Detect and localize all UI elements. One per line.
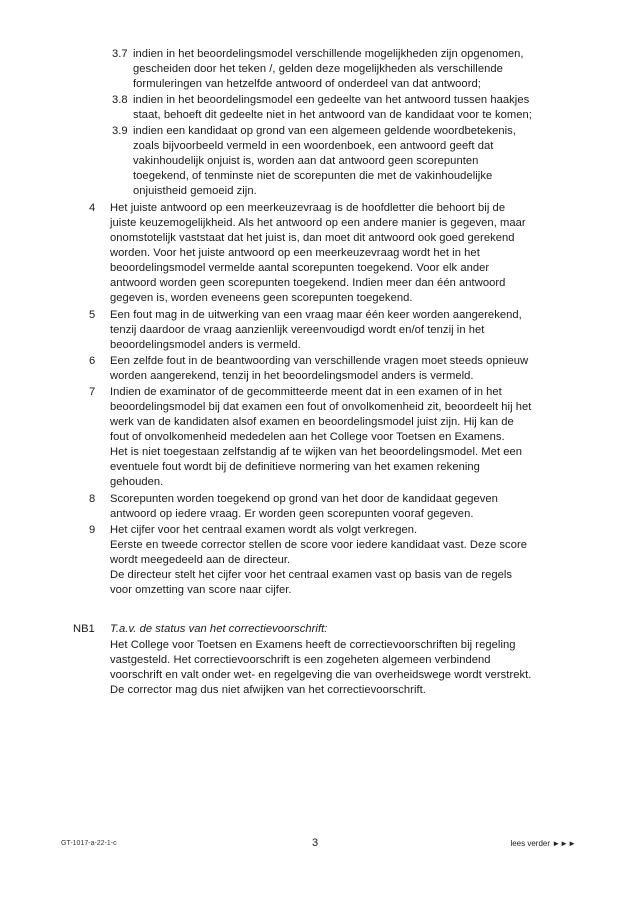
rule-number: 9 <box>89 524 96 536</box>
rule-line: Een fout mag in de uitwerking van een vraag maar één keer worden aangerekend, <box>110 309 522 321</box>
rule-number: 8 <box>89 493 96 505</box>
rule-line: antwoord worden geen scorepunten toegekend. Indien meer dan één antwoord <box>110 277 506 289</box>
rule-line: eventuele fout wordt bij de definitieve normering van het examen rekening <box>110 461 480 473</box>
rule-line: beoordelingsmodel anders is vermeld. <box>110 339 301 351</box>
rule-line: antwoord op iedere vraag. Er worden geen scorepunten vooraf gegeven. <box>110 508 474 520</box>
rule-number: 6 <box>89 355 96 367</box>
subrule-line: gescheiden door het teken /, gelden deze mogelijkheden als verschillende <box>133 63 503 75</box>
nb1-line: De corrector mag dus niet afwijken van het correctievoorschrift. <box>110 684 426 696</box>
document-code: GT-1017-a-22-1-c <box>61 840 117 847</box>
rule-line: Scorepunten worden toegekend op grond van het door de kandidaat gegeven <box>110 493 498 505</box>
rule-line: worden. Voor het juiste antwoord op een meerkeuzevraag wordt het in het <box>110 247 480 259</box>
rule-line: onomstotelijk vaststaat dat het juist is, dan moet dit antwoord ook goed gerekend <box>110 232 515 244</box>
rule-line: Het is niet toegestaan zelfstandig af te wijken van het beoordelingsmodel. Met een <box>110 446 523 458</box>
subrule-line: zoals bijvoorbeeld vermeld in een woordenboek, een antwoord geeft dat <box>133 140 494 152</box>
nb1-label: NB1 <box>73 623 95 635</box>
rule-line: werk van de kandidaten alsof examen en beoordelingsmodel juist zijn. Hij kan de <box>110 416 514 428</box>
page-number: 3 <box>312 837 319 849</box>
rule-line: juiste keuzemogelijkheid. Als het antwoord op een andere manier is gegeven, maar <box>110 217 526 229</box>
rule-line: voor omzetting van score naar cijfer. <box>110 584 292 596</box>
rule-line: gegeven is, worden eveneens geen scorepunten toegekend. <box>110 292 413 304</box>
rule-number: 7 <box>89 386 96 398</box>
subrule-number: 3.8 <box>112 94 128 106</box>
subrule-line: toegekend, of tenminste niet de scorepunten die met de vakinhoudelijke <box>133 170 493 182</box>
rule-line: Eerste en tweede corrector stellen de score voor iedere kandidaat vast. Deze score <box>110 539 528 551</box>
subrule-line: formuleringen van hetzelfde antwoord of onderdeel van dat antwoord; <box>133 78 481 90</box>
nb1-line: vastgesteld. Het correctievoorschrift is een zogeheten algemeen verbindend <box>110 654 491 666</box>
rule-line: Een zelfde fout in de beantwoording van verschillende vragen moet steeds opnieuw <box>110 355 529 367</box>
rule-line: De directeur stelt het cijfer voor het centraal examen vast op basis van de regels <box>110 569 513 581</box>
subrule-line: indien in het beoordelingsmodel een gedeelte van het antwoord tussen haakjes <box>133 94 530 106</box>
rule-line: Het cijfer voor het centraal examen wordt als volgt verkregen. <box>110 524 418 536</box>
rule-number: 4 <box>89 202 96 214</box>
rule-line: wordt meegedeeld aan de directeur. <box>110 554 291 566</box>
nb1-line: Het College voor Toetsen en Examens heeft de correctievoorschriften bij regeling <box>110 639 516 651</box>
rule-line: beoordelingsmodel vermelde aantal scorepunten toegekend. Voor elk ander <box>110 262 490 274</box>
nb1-line: voorschrift en valt onder wet- en regelgeving die van overheidswege wordt verstrekt. <box>110 669 532 681</box>
nb1-heading: T.a.v. de status van het correctievoorschrift: <box>110 623 328 635</box>
subrule-number: 3.7 <box>112 48 128 60</box>
rule-number: 5 <box>89 309 96 321</box>
subrule-line: indien in het beoordelingsmodel verschillende mogelijkheden zijn opgenomen, <box>133 48 524 60</box>
continue-label: lees verder ►►► <box>510 839 576 848</box>
rule-line: worden aangerekend, tenzij in het beoordelingsmodel anders is vermeld. <box>110 370 474 382</box>
rule-line: tenzij daardoor de vraag aanzienlijk vereenvoudigd wordt en/of tenzij in het <box>110 324 485 336</box>
subrule-line: vakinhoudelijk onjuist is, worden aan dat antwoord geen scorepunten <box>133 155 479 167</box>
rule-line: Indien de examinator of de gecommitteerde meent dat in een examen of in het <box>110 386 502 398</box>
rule-line: fout of onvolkomenheid mededelen aan het College voor Toetsen en Examens. <box>110 431 505 443</box>
rule-line: beoordelingsmodel bij dat examen een fout of onvolkomenheid zit, beoordeelt hij het <box>110 401 532 413</box>
rule-line: Het juiste antwoord op een meerkeuzevraag is de hoofdletter die behoort bij de <box>110 202 506 214</box>
rule-line: gehouden. <box>110 476 164 488</box>
subrule-number: 3.9 <box>112 125 128 137</box>
subrule-line: staat, behoeft dit gedeelte niet in het antwoord van de kandidaat voor te komen; <box>133 109 532 121</box>
subrule-line: indien een kandidaat op grond van een algemeen geldende woordbetekenis, <box>133 125 516 137</box>
subrule-line: onjuistheid gemoeid zijn. <box>133 185 257 197</box>
